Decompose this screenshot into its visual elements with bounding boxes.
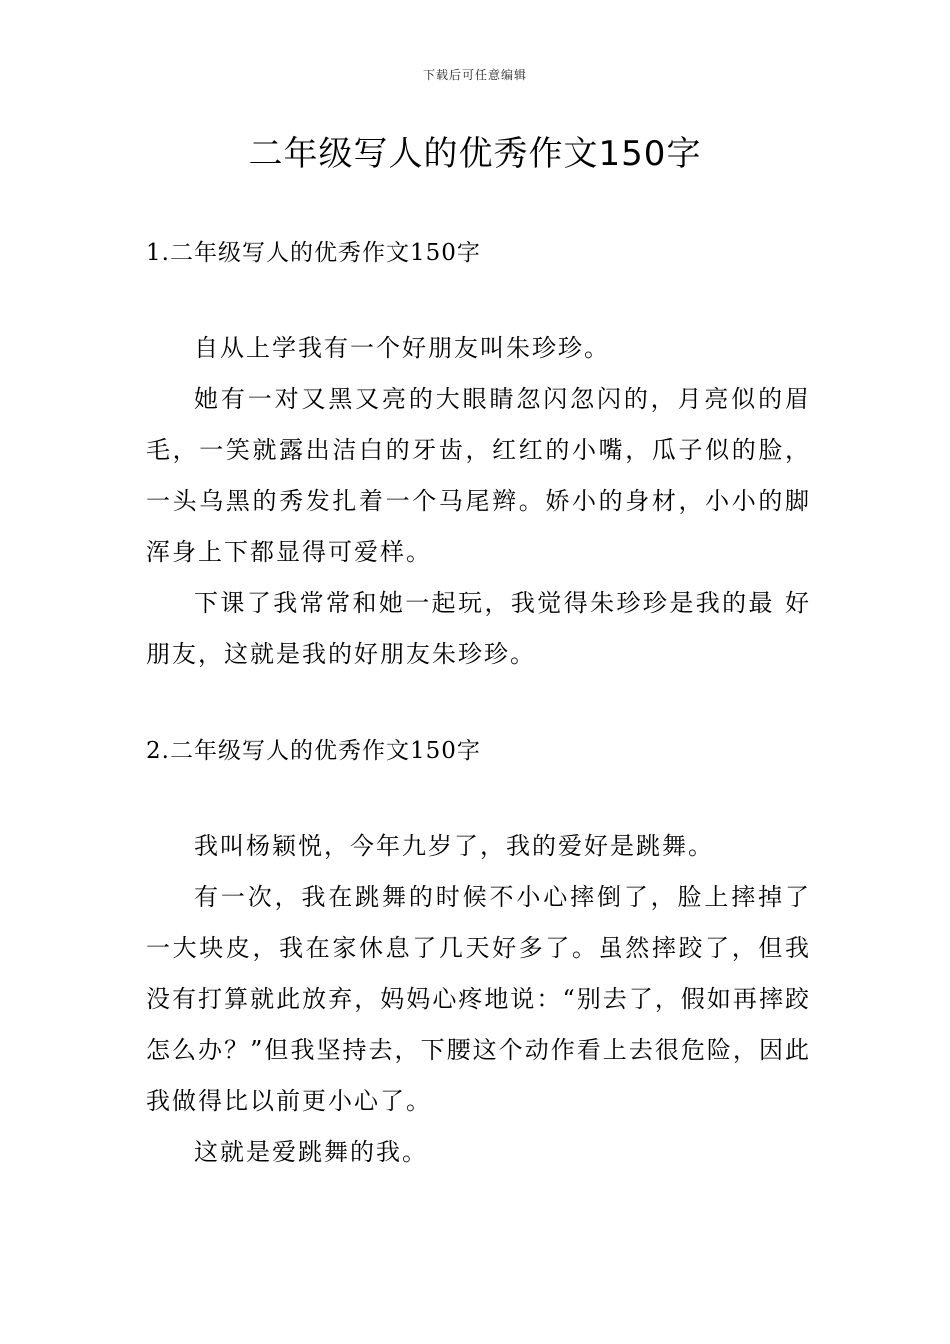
section-heading-1: 1.二年级写人的优秀作文150字	[146, 240, 481, 266]
document-title: 二年级写人的优秀作文150字	[248, 134, 702, 174]
paragraph: 下课了我常常和她一起玩，我觉得朱珍珍是我的最 好朋友，这就是我的好朋友朱珍珍。	[146, 589, 811, 668]
paragraph: 有一次，我在跳舞的时候不小心摔倒了，脸上摔掉了一大块皮，我在家休息了几天好多了。虽然摔跤了，但我没有打算就此放弃，妈妈心疼地说：“别去了，假如再摔跤怎么办？”但我坚持去，下腰这个动作看上去很危险，因此我做得比以前更小心了。	[146, 883, 811, 1115]
paragraph: 这就是爱跳舞的我。	[194, 1138, 428, 1166]
paragraph: 她有一对又黑又亮的大眼睛忽闪忽闪的，月亮似的眉毛，一笑就露出洁白的牙齿，红红的小嘴，瓜子似的脸，一头乌黑的秀发扎着一个马尾辫。娇小的身材，小小的脚浑身上下都显得可爱样。	[146, 385, 811, 566]
paragraph: 我叫杨颖悦，今年九岁了，我的爱好是跳舞。	[194, 832, 714, 860]
section-heading-2: 2.二年级写人的优秀作文150字	[146, 738, 481, 764]
header-note: 下载后可任意编辑	[422, 68, 527, 82]
section-body-2	[146, 821, 811, 1178]
paragraph: 自从上学我有一个好朋友叫朱珍珍。	[194, 334, 610, 362]
section-body-1	[146, 323, 811, 680]
